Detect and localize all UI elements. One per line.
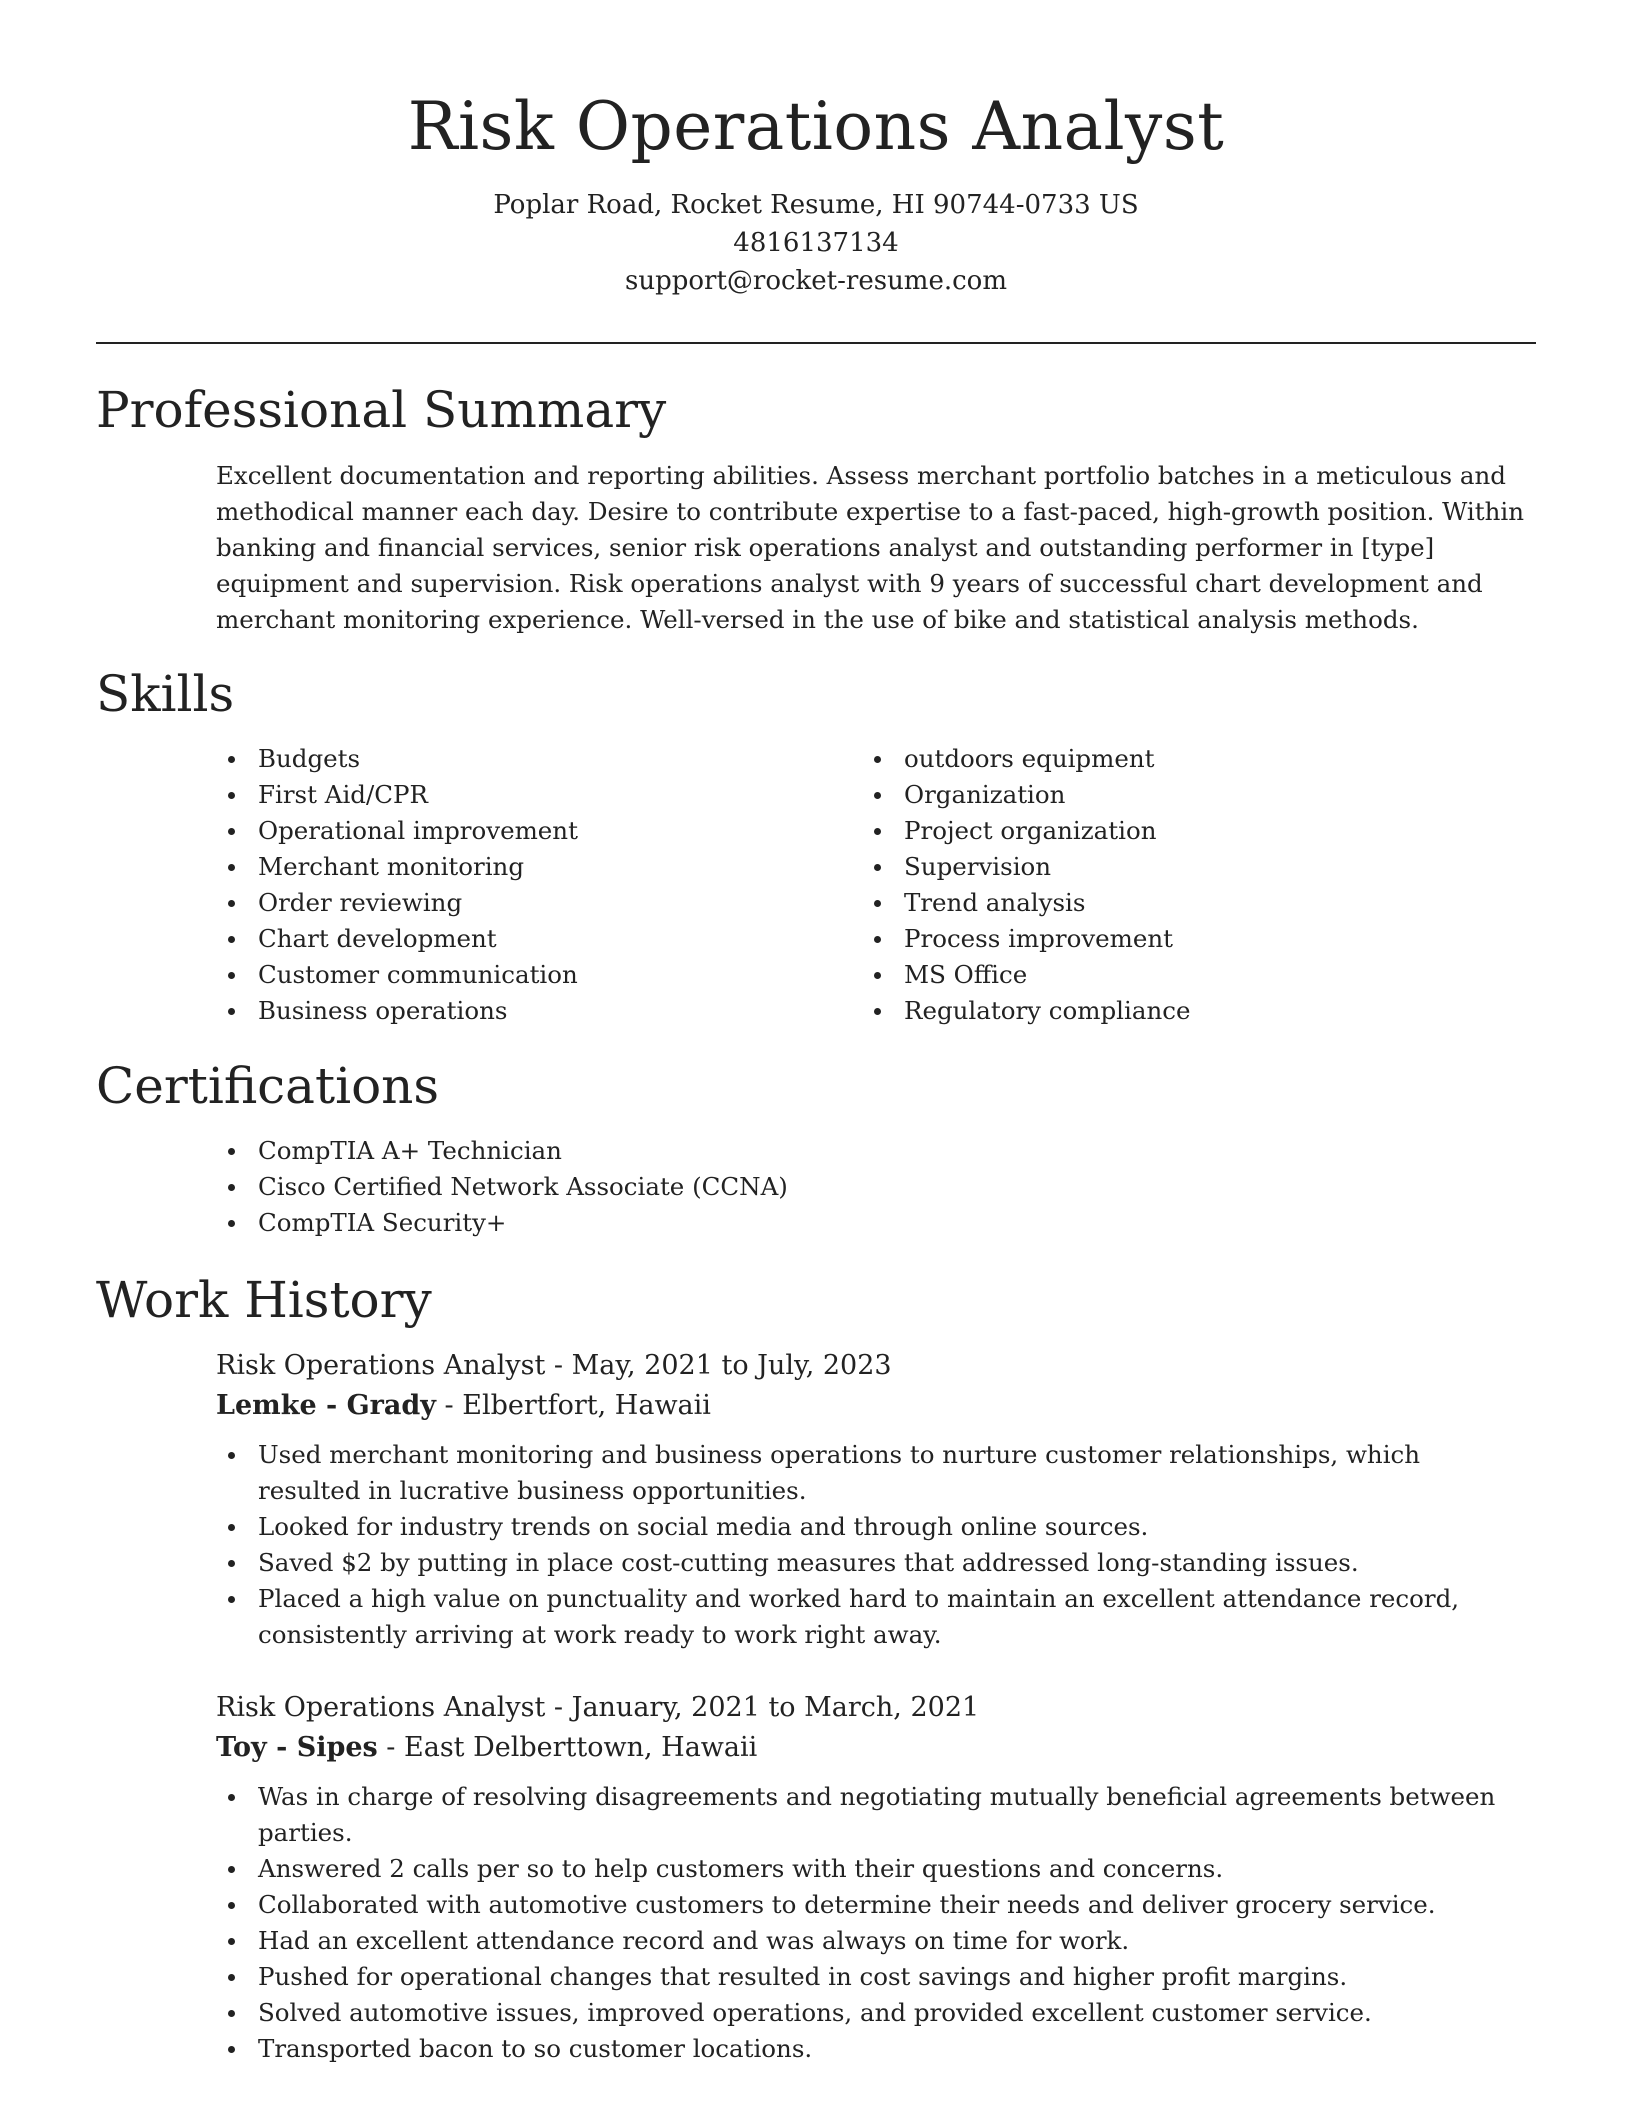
list-item: Looked for industry trends on social media and through online sources. [214,1509,1514,1545]
list-item: Used merchant monitoring and business operations to nurture customer relationships, which resulted in lucrative business opportunities. [214,1437,1514,1509]
list-item: First Aid/CPR [214,777,814,813]
resume-header [0,0,1632,300]
contact-info [0,186,1632,300]
list-item: outdoors equipment [860,741,1460,777]
list-item: Order reviewing [214,885,814,921]
skills-list-left [214,741,814,1029]
job-company-line: Toy - Sipes - East Delberttown, Hawaii [216,1732,758,1763]
contact-email: support@rocket-resume.com [624,266,1007,296]
certifications-list [214,1133,1514,1241]
list-item: Organization [860,777,1460,813]
list-item: Project organization [860,813,1460,849]
job-title: Risk Operations Analyst [216,1350,546,1381]
job-company-line: Lemke - Grady - Elbertfort, Hawaii [216,1390,711,1421]
list-item: Cisco Certified Network Associate (CCNA) [214,1169,1514,1205]
job-company: Toy - Sipes [216,1732,378,1763]
list-item: Chart development [214,921,814,957]
job-dates: May, 2021 to July, 2023 [571,1350,892,1381]
certifications-heading: Certifications [96,1057,440,1115]
list-item: Operational improvement [214,813,814,849]
list-item: Collaborated with automotive customers to determine their needs and deliver grocery service. [214,1887,1514,1923]
contact-phone: 4816137134 [733,228,899,258]
list-item: Solved automotive issues, improved operations, and provided excellent customer service. [214,1995,1514,2031]
list-item: Regulatory compliance [860,993,1460,1029]
summary-heading: Professional Summary [96,381,667,439]
job-title-line: Risk Operations Analyst - January, 2021 to March, 2021 [216,1692,980,1723]
list-item: Had an excellent attendance record and was always on time for work. [214,1923,1514,1959]
skills-heading: Skills [96,665,235,723]
summary-text: Excellent documentation and reporting abilities. Assess merchant portfolio batches in a meticulous and methodical manner each day. Desire to contribute expertise to a fast-paced, high-growth position. Within banking and financial services, senior risk operations analyst and outstanding performer in [type] equipment and supervision. Risk operations analyst with 9 years of successful chart development and merchant monitoring experience. Well-versed in the use of bike and statistical analysis methods. [216,461,1524,634]
contact-address: Poplar Road, Rocket Resume, HI 90744-0733 US [493,190,1139,220]
list-item: Process improvement [860,921,1460,957]
list-item: CompTIA A+ Technician [214,1133,1514,1169]
job-bullets [214,1437,1514,1653]
list-item: Saved $2 by putting in place cost-cutting measures that addressed long-standing issues. [214,1545,1514,1581]
list-item: CompTIA Security+ [214,1205,1514,1241]
list-item: Customer communication [214,957,814,993]
resume-title: Risk Operations Analyst [407,88,1225,165]
list-item: Budgets [214,741,814,777]
list-item: Trend analysis [860,885,1460,921]
job-title-line: Risk Operations Analyst - May, 2021 to July, 2023 [216,1350,892,1381]
list-item: Answered 2 calls per so to help customers with their questions and concerns. [214,1851,1514,1887]
job-location: Elbertfort, Hawaii [462,1390,711,1421]
job-dates: January, 2021 to March, 2021 [571,1692,980,1723]
list-item: Supervision [860,849,1460,885]
work-history-heading: Work History [96,1271,432,1329]
skills-list-right [860,741,1460,1029]
header-divider [96,342,1536,344]
job-location: East Delberttown, Hawaii [404,1732,758,1763]
list-item: Transported bacon to so customer locations. [214,2031,1514,2067]
list-item: Was in charge of resolving disagreements and negotiating mutually beneficial agreements between parties. [214,1779,1514,1851]
job-company: Lemke - Grady [216,1390,436,1421]
list-item: Pushed for operational changes that resulted in cost savings and higher profit margins. [214,1959,1514,1995]
list-item: Merchant monitoring [214,849,814,885]
list-item: Placed a high value on punctuality and worked hard to maintain an excellent attendance record, consistently arriving at work ready to work right away. [214,1581,1514,1653]
list-item: MS Office [860,957,1460,993]
job-title: Risk Operations Analyst [216,1692,546,1723]
list-item: Business operations [214,993,814,1029]
job-bullets [214,1779,1514,2067]
